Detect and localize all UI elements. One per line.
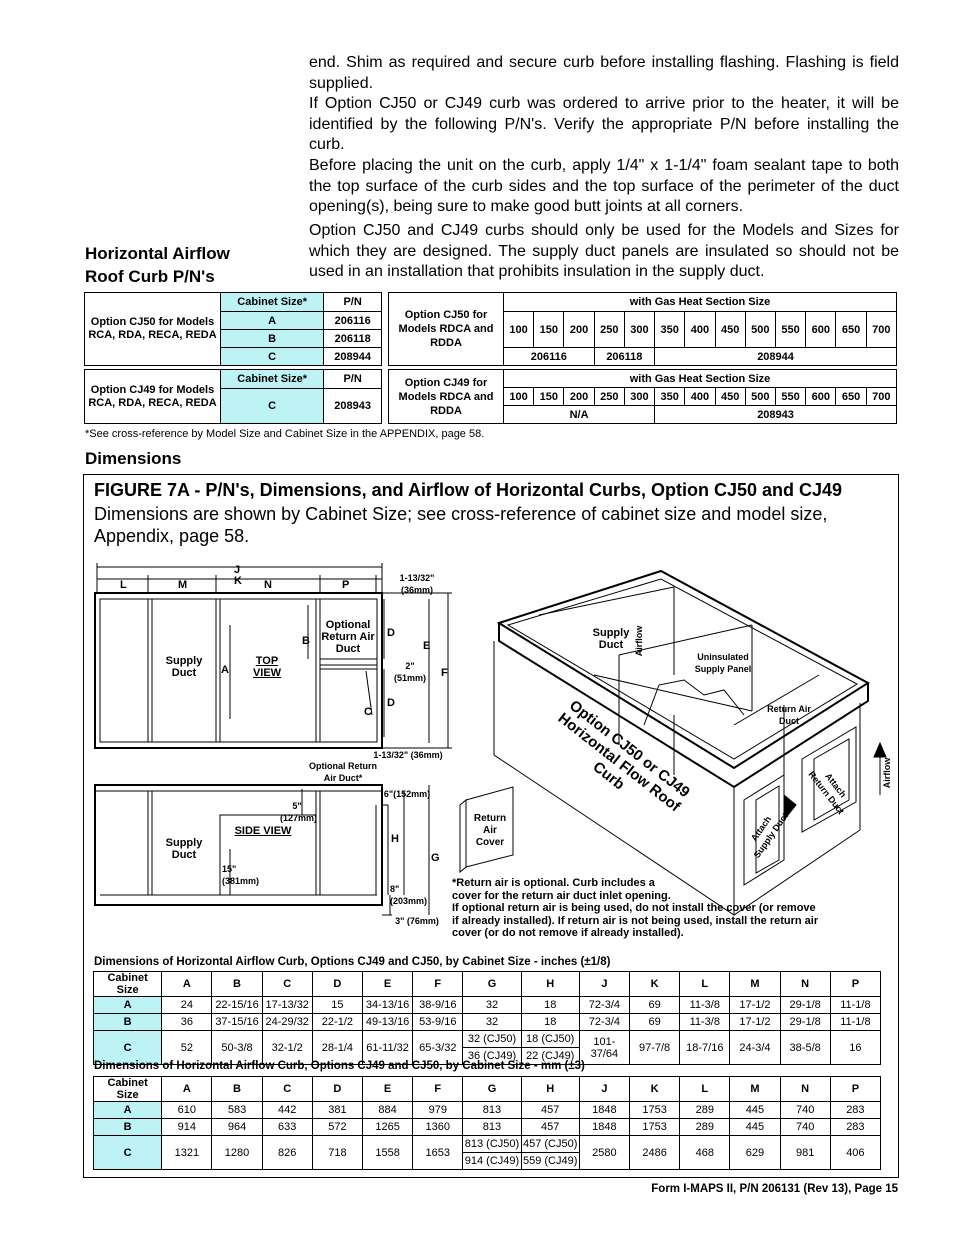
dimension-cell: 17-1/2 <box>730 1014 780 1031</box>
dimension-cell: 468 <box>680 1136 730 1170</box>
dimension-cell: 445 <box>730 1119 780 1136</box>
column-header: D <box>312 1077 362 1102</box>
dim-a: A <box>221 664 229 676</box>
dimension-cell: 52 <box>162 1031 212 1065</box>
column-header: G <box>463 972 521 997</box>
dimension-cell: 457 <box>521 1119 579 1136</box>
inch-dimensions-table <box>93 971 881 1065</box>
gas-size-cell: 250 <box>594 312 624 348</box>
column-header: Cabinet Size <box>94 972 162 997</box>
iso-uninsulated-panel: Uninsulated Supply Panel <box>694 652 752 674</box>
dimension-cell: 11-1/8 <box>830 997 880 1014</box>
dim-c: C <box>364 706 372 718</box>
pn-cell: 208944 <box>324 348 382 366</box>
dim-d-upper: D <box>387 627 395 639</box>
dim-j: J <box>234 564 241 576</box>
iso-supply-duct: Supply Duct <box>592 627 630 651</box>
dimension-cell: 740 <box>780 1102 830 1119</box>
dimension-cell: 633 <box>262 1119 312 1136</box>
dimension-cell: 32 <box>463 997 521 1014</box>
dimension-cell: 1360 <box>413 1119 463 1136</box>
cj50-gas-table <box>388 292 897 366</box>
table-row <box>94 1119 881 1136</box>
gas-size-cell: 300 <box>624 388 654 406</box>
dimension-cell: 29-1/8 <box>780 997 830 1014</box>
dimension-cell: 24 <box>162 997 212 1014</box>
dimension-cell: 18 <box>521 997 579 1014</box>
column-header: Cabinet Size <box>94 1077 162 1102</box>
dimension-cell: 813 <box>463 1119 521 1136</box>
dim-8in: 8" (203mm) <box>390 884 428 906</box>
iso-attach-return: Attach Return Duct <box>806 769 849 817</box>
dimension-cell: 37-15/16 <box>212 1014 262 1031</box>
column-header: C <box>262 972 312 997</box>
table-row <box>94 1136 881 1153</box>
dimension-cell: 72-3/4 <box>579 997 629 1014</box>
gas-size-cell: 150 <box>534 388 564 406</box>
table-row <box>94 997 881 1014</box>
dimension-cell: 583 <box>212 1102 262 1119</box>
dimension-cell: 32 (CJ50) <box>463 1031 521 1048</box>
column-header: P <box>830 972 880 997</box>
inch-table-caption: Dimensions of Horizontal Airflow Curb, Options CJ49 and CJ50, by Cabinet Size - inches (±1/8) <box>94 956 611 968</box>
gas-size-cell: 450 <box>715 312 745 348</box>
dimension-cell: 49-13/16 <box>363 1014 413 1031</box>
dim-2in: 2" (51mm) <box>393 661 426 683</box>
dimension-cell: 15 <box>312 997 362 1014</box>
cj49-rd-label: Option CJ49 for Models RDCA and RDDA <box>389 370 504 424</box>
table-row <box>94 1102 881 1119</box>
page-footer: Form I-MAPS II, P/N 206131 (Rev 13), Page 15 <box>651 1183 898 1195</box>
dimension-cell: 406 <box>830 1136 880 1170</box>
dimension-cell: 2580 <box>579 1136 629 1170</box>
dim-3in: 3" (76mm) <box>395 916 439 926</box>
figure-title: FIGURE 7A - P/N's, Dimensions, and Airflow of Horizontal Curbs, Option CJ50 and CJ49 <box>94 480 843 500</box>
column-header: E <box>363 1077 413 1102</box>
side-optional-return: Optional Return Air Duct* <box>309 761 377 783</box>
size-cell: C <box>221 348 324 366</box>
dimension-cell: 442 <box>262 1102 312 1119</box>
dimension-cell: 559 (CJ49) <box>521 1153 579 1170</box>
gas-size-cell: 350 <box>655 388 685 406</box>
dimension-cell: 1848 <box>579 1102 629 1119</box>
gas-size-cell: 200 <box>564 388 594 406</box>
gas-size-cell: 200 <box>564 312 594 348</box>
dim-g: G <box>431 852 440 864</box>
pn-header: P/N <box>324 293 382 312</box>
column-header: L <box>680 1077 730 1102</box>
dimension-cell: 718 <box>312 1136 362 1170</box>
paragraph-shim: end. Shim as required and secure curb before installing flashing. Flashing is field supplied. <box>309 54 899 92</box>
dimension-cell: 38-9/16 <box>413 997 463 1014</box>
gas-size-cell: 550 <box>775 312 805 348</box>
pn-cell: 208943 <box>324 389 382 424</box>
dim-k: K <box>234 575 242 587</box>
cabinet-size-cell: C <box>94 1136 162 1170</box>
dimension-cell: 1558 <box>363 1136 413 1170</box>
dimension-cell: 97-7/8 <box>630 1031 680 1065</box>
column-header: D <box>312 972 362 997</box>
dim-b: B <box>302 635 310 647</box>
column-header: G <box>463 1077 521 1102</box>
dimension-cell: 884 <box>363 1102 413 1119</box>
column-header: K <box>630 1077 680 1102</box>
pn-cell: 206116 <box>324 312 382 330</box>
dimension-cell: 22 (CJ49) <box>521 1048 579 1065</box>
dimension-cell: 629 <box>730 1136 780 1170</box>
dimension-cell: 381 <box>312 1102 362 1119</box>
size-cell: B <box>221 330 324 348</box>
dimension-cell: 740 <box>780 1119 830 1136</box>
mm-table-caption: Dimensions of Horizontal Airflow Curb, Options CJ49 and CJ50, by Cabinet Size - mm (±3) <box>94 1060 585 1072</box>
column-header: E <box>363 972 413 997</box>
dimension-cell: 979 <box>413 1102 463 1119</box>
dimension-cell: 1321 <box>162 1136 212 1170</box>
cabinet-size-cell: B <box>94 1014 162 1031</box>
dimension-cell: 36 (CJ49) <box>463 1048 521 1065</box>
cj50-rd-label: Option CJ50 for Models RDCA and RDDA <box>389 293 504 366</box>
gas-size-cell: 600 <box>806 388 836 406</box>
column-header: N <box>780 972 830 997</box>
cj49-label: Option CJ49 for Models RCA, RDA, RECA, REDA <box>85 370 221 424</box>
appendix-note: *See cross-reference by Model Size and Cabinet Size in the APPENDIX, page 58. <box>85 428 485 440</box>
iso-airflow-supply: Airflow <box>634 625 644 657</box>
gas-size-cell: 300 <box>624 312 654 348</box>
dim-n: N <box>264 579 272 591</box>
dim-m: M <box>178 579 188 591</box>
dim-f: F <box>441 667 448 679</box>
dimension-cell: 72-3/4 <box>579 1014 629 1031</box>
iso-return-air-duct: Return Air Duct <box>767 704 811 726</box>
section-heading: Horizontal Airflow Roof Curb P/N's <box>85 244 230 286</box>
column-header: J <box>579 972 629 997</box>
column-header: N <box>780 1077 830 1102</box>
gas-size-cell: 450 <box>715 388 745 406</box>
dim-6in: 6"(152mm) <box>383 789 431 799</box>
column-header: B <box>212 972 262 997</box>
pn-206118: 206118 <box>594 348 654 366</box>
top-optional-return: Optional Return Air Duct <box>321 619 375 655</box>
dimension-cell: 2486 <box>630 1136 680 1170</box>
table-row <box>94 1031 881 1048</box>
paragraph-usage: Option CJ50 and CJ49 curbs should only be used for the Models and Sizes for which they are designed. The supply duct panels are insulated so should not be used in an installation that prohibits insulation in the supply duct. <box>309 222 899 280</box>
gas-size-cell: 600 <box>806 312 836 348</box>
cj50-pn-table <box>84 292 382 366</box>
cj49-pn-table <box>84 369 382 424</box>
dimension-cell: 826 <box>262 1136 312 1170</box>
figure-7a <box>83 474 899 1178</box>
dimension-cell: 65-3/32 <box>413 1031 463 1065</box>
pn-206116: 206116 <box>504 348 595 366</box>
column-header: M <box>730 972 780 997</box>
size-cell: A <box>221 312 324 330</box>
dimension-cell: 610 <box>162 1102 212 1119</box>
pn-na: N/A <box>504 406 655 424</box>
gas-size-cell: 500 <box>745 388 775 406</box>
iso-attach-supply: Attach Supply Duct <box>748 811 791 860</box>
column-header: M <box>730 1077 780 1102</box>
dimension-cell: 101-37/64 <box>579 1031 629 1065</box>
dimension-cell: 69 <box>630 997 680 1014</box>
dimension-cell: 981 <box>780 1136 830 1170</box>
dimension-cell: 22-1/2 <box>312 1014 362 1031</box>
gas-size-cell: 400 <box>685 388 715 406</box>
dim-5in: 5" (127mm) <box>280 801 318 823</box>
dim-bottom-36mm: 1-13/32" (36mm) <box>373 750 443 760</box>
cj49-gas-table <box>388 369 897 424</box>
dimension-cell: 1753 <box>630 1119 680 1136</box>
dim-top-36mm: 1-13/32" (36mm) <box>399 573 435 595</box>
size-cell: C <box>221 389 324 424</box>
dimension-cell: 17-1/2 <box>730 997 780 1014</box>
dimension-cell: 34-13/16 <box>363 997 413 1014</box>
column-header: F <box>413 972 463 997</box>
dimension-cell: 1265 <box>363 1119 413 1136</box>
dimension-cell: 813 (CJ50) <box>463 1136 521 1153</box>
dimension-cell: 1753 <box>630 1102 680 1119</box>
dim-15in: 15" (381mm) <box>222 864 260 886</box>
gas-size-cell: 250 <box>594 388 624 406</box>
gas-size-cell: 500 <box>745 312 775 348</box>
dimension-cell: 283 <box>830 1102 880 1119</box>
side-view-title: SIDE VIEW <box>234 825 292 837</box>
dimension-cell: 11-3/8 <box>680 1014 730 1031</box>
dimension-cell: 18 (CJ50) <box>521 1031 579 1048</box>
dim-h: H <box>391 833 399 845</box>
gas-size-cell: 400 <box>685 312 715 348</box>
dimension-cell: 22-15/16 <box>212 997 262 1014</box>
cabinet-size-cell: B <box>94 1119 162 1136</box>
gas-size-cell: 100 <box>504 388 534 406</box>
dim-d-lower: D <box>387 697 395 709</box>
dimension-cell: 32 <box>463 1014 521 1031</box>
dimension-cell: 1280 <box>212 1136 262 1170</box>
cabinet-size-header: Cabinet Size* <box>221 293 324 312</box>
pn-cell: 206118 <box>324 330 382 348</box>
cabinet-size-cell: A <box>94 1102 162 1119</box>
gas-size-cell: 650 <box>836 388 866 406</box>
dimension-cell: 813 <box>463 1102 521 1119</box>
column-header: L <box>680 972 730 997</box>
dimension-cell: 1848 <box>579 1119 629 1136</box>
column-header: K <box>630 972 680 997</box>
iso-curb-label: Option CJ50 or CJ49 Horizontal Flow Roof Curb <box>554 696 693 816</box>
dimension-cell: 61-11/32 <box>363 1031 413 1065</box>
gas-heat-header: with Gas Heat Section Size <box>504 370 897 388</box>
table-row <box>94 1014 881 1031</box>
gas-size-cell: 650 <box>836 312 866 348</box>
dimension-cell: 69 <box>630 1014 680 1031</box>
pn-208944: 208944 <box>655 348 897 366</box>
iso-return-air-cover: Return Air Cover <box>473 813 507 848</box>
cabinet-size-cell: C <box>94 1031 162 1065</box>
dimension-cell: 16 <box>830 1031 880 1065</box>
gas-size-cell: 700 <box>866 312 896 348</box>
dimension-cell: 457 <box>521 1102 579 1119</box>
dimension-cell: 53-9/16 <box>413 1014 463 1031</box>
dimension-cell: 18-7/16 <box>680 1031 730 1065</box>
dimension-cell: 32-1/2 <box>262 1031 312 1065</box>
dimension-cell: 445 <box>730 1102 780 1119</box>
return-air-footnote: *Return air is optional. Curb includes a cover for the return air duct inlet opening. If optional return air is being used, do not install the cover (or remove if already installed). If return air is not being used, install the return air cover (or do not remove if already installed). <box>452 877 819 939</box>
top-view-title: TOP VIEW <box>252 655 282 679</box>
gas-size-cell: 700 <box>866 388 896 406</box>
dim-e: E <box>423 640 431 652</box>
column-header: H <box>521 1077 579 1102</box>
column-header: B <box>212 1077 262 1102</box>
cabinet-size-header: Cabinet Size* <box>221 370 324 389</box>
dimension-cell: 914 <box>162 1119 212 1136</box>
cabinet-size-cell: A <box>94 997 162 1014</box>
dimensions-heading: Dimensions <box>85 449 182 468</box>
side-supply-duct: Supply Duct <box>165 837 203 861</box>
column-header: P <box>830 1077 880 1102</box>
gas-size-cell: 100 <box>504 312 534 348</box>
column-header: J <box>579 1077 629 1102</box>
dimension-cell: 18 <box>521 1014 579 1031</box>
dimension-cell: 36 <box>162 1014 212 1031</box>
gas-heat-header: with Gas Heat Section Size <box>504 293 897 312</box>
dimension-cell: 24-29/32 <box>262 1014 312 1031</box>
pn-208943: 208943 <box>655 406 897 424</box>
iso-airflow-return: Airflow <box>882 757 892 789</box>
dimension-cell: 572 <box>312 1119 362 1136</box>
column-header: H <box>521 972 579 997</box>
column-header: A <box>162 972 212 997</box>
gas-size-cell: 550 <box>775 388 805 406</box>
dimension-cell: 914 (CJ49) <box>463 1153 521 1170</box>
dimension-cell: 457 (CJ50) <box>521 1136 579 1153</box>
dim-l: L <box>120 579 127 591</box>
top-supply-duct: Supply Duct <box>165 655 203 679</box>
column-header: C <box>262 1077 312 1102</box>
figure-subtitle: Dimensions are shown by Cabinet Size; see cross-reference of cabinet size and model size, Appendix, page 58. <box>94 504 828 546</box>
paragraph-sealant: Before placing the unit on the curb, apply 1/4" x 1-1/4" foam sealant tape to both the top surface of the curb sides and the top surface of the perimeter of the duct opening(s), being sure to make good butt joints at all corners. <box>309 157 899 215</box>
dimension-cell: 1653 <box>413 1136 463 1170</box>
dimension-cell: 28-1/4 <box>312 1031 362 1065</box>
mm-dimensions-table <box>93 1076 881 1170</box>
dimension-cell: 50-3/8 <box>212 1031 262 1065</box>
dimension-cell: 289 <box>680 1102 730 1119</box>
gas-size-cell: 350 <box>655 312 685 348</box>
dimension-cell: 38-5/8 <box>780 1031 830 1065</box>
dimension-cell: 11-3/8 <box>680 997 730 1014</box>
dimension-cell: 17-13/32 <box>262 997 312 1014</box>
dimension-cell: 964 <box>212 1119 262 1136</box>
cj50-label: Option CJ50 for Models RCA, RDA, RECA, REDA <box>85 293 221 366</box>
column-header: A <box>162 1077 212 1102</box>
dim-p: P <box>342 579 350 591</box>
column-header: F <box>413 1077 463 1102</box>
dimension-cell: 283 <box>830 1119 880 1136</box>
gas-size-cell: 150 <box>534 312 564 348</box>
dimension-cell: 289 <box>680 1119 730 1136</box>
pn-header: P/N <box>324 370 382 389</box>
dimension-cell: 11-1/8 <box>830 1014 880 1031</box>
dimension-cell: 29-1/8 <box>780 1014 830 1031</box>
paragraph-identify: If Option CJ50 or CJ49 curb was ordered to arrive prior to the heater, it will be identified by the following P/N's. Verify the appropriate P/N before installing the curb. <box>309 95 899 153</box>
dimension-cell: 24-3/4 <box>730 1031 780 1065</box>
